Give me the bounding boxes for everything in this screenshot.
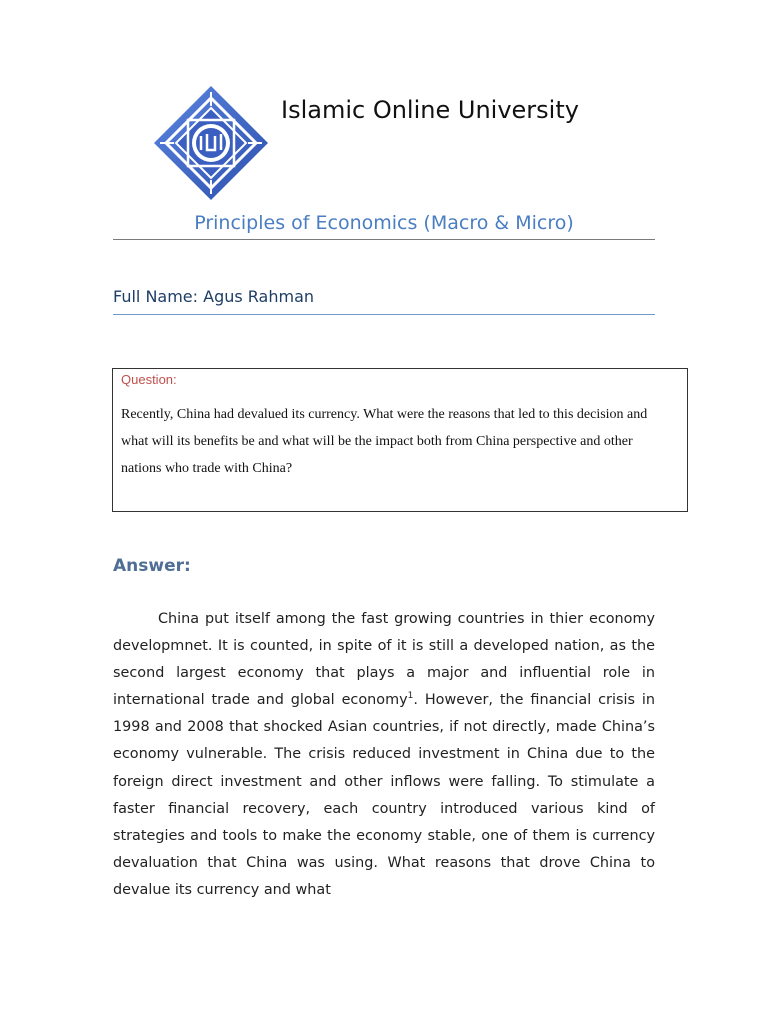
university-name: Islamic Online University <box>281 96 579 124</box>
answer-text-part2: . However, the financial crisis in 1998 and 2008 that shocked Asian countries, if not directly, made China’s economy vulnerable. The crisis reduced investment in China due to the foreign direct investment and other inflows were falling. To stimulate a faster financial recovery, each country introduced various kind of strategies and tools to make the economy stable, one of them is currency devaluation that China was using. What reasons that drove China to devalue its currency and what <box>113 692 655 898</box>
student-full-name: Full Name: Agus Rahman <box>113 287 315 306</box>
question-box <box>112 368 688 512</box>
answer-body <box>113 606 655 904</box>
answer-heading: Answer: <box>113 556 191 576</box>
name-divider <box>113 314 655 315</box>
footnote-reference[interactable]: 1 <box>407 691 414 702</box>
title-divider <box>113 239 655 240</box>
question-label: Question: <box>121 372 177 387</box>
university-emblem-icon <box>152 84 270 202</box>
course-title: Principles of Economics (Macro & Micro) <box>194 212 574 234</box>
answer-paragraph <box>113 606 655 904</box>
question-text: Recently, China had devalued its currency. What were the reasons that led to this decision and what will its benefits be and what will be the impact both from China perspective and other nations who trade with China? <box>121 407 648 476</box>
answer-text-part1: China put itself among the fast growing countries in thier economy developmnet. It is counted, in spite of it is still a developed nation, as the second largest economy that plays a major and influential role in international trade and global economy <box>113 611 655 709</box>
